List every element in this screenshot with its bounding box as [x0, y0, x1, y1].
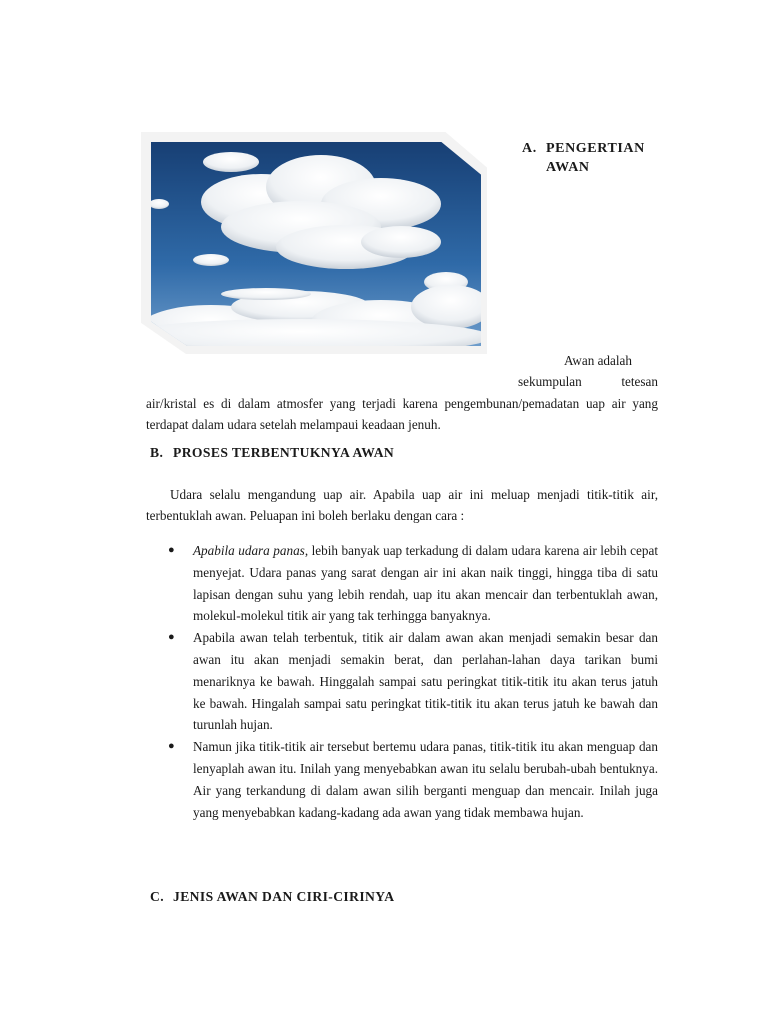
definition-line2 [146, 371, 658, 392]
section-c-title: JENIS AWAN DAN CIRI-CIRINYA [173, 889, 395, 904]
bullet-3-text: Namun jika titik-titik air tersebut bertemu udara panas, titik-titik itu akan menguap dan lenyaplah awan itu. Inilah yang menyebabkan awan itu selalu berubah-ubah bentuknya. Air yang terkandung di dalam awan silih berganti menguap dan mencair. Inilah juga yang menyebabkan kadang-kadang ada awan yang tidak membawa hujan. [193, 739, 658, 820]
definition-paragraph [146, 350, 658, 436]
section-a-title-line2: AWAN [546, 160, 590, 175]
cloud-illustration [151, 142, 481, 346]
bullet-1-italic: Apabila udara panas [193, 543, 305, 558]
cloud-photo [151, 142, 481, 346]
bullet-icon: ● [168, 740, 175, 753]
process-bullet-list [166, 540, 658, 823]
section-b-intro: Udara selalu mengandung uap air. Apabila uap air ini meluap menjadi titik-titik air, terbentuklah awan. Peluapan ini boleh berlaku dengan cara : [146, 487, 658, 524]
section-b-heading [150, 445, 394, 461]
section-a-number: A. [522, 141, 537, 156]
definition-word-sekumpulan: sekumpulan [518, 374, 582, 390]
definition-word-tetesan: tetesan [621, 374, 658, 390]
bullet-icon: ● [168, 544, 175, 556]
bullet-item-1 [166, 540, 658, 627]
section-b-title: PROSES TERBENTUKNYA AWAN [173, 445, 395, 460]
bullet-1-text: , lebih banyak uap terkadung di dalam udara karena air lebih cepat menyejat. Udara panas yang sarat dengan air ini akan naik tinggi, hingga tiba di satu lapisan dengan suhu yang lebih rendah, uap itu akan mencair dan terbentuklah awan, molekul-molekul titik air yang tak terhingga banyaknya. [193, 543, 658, 624]
section-b-number: B. [150, 445, 164, 460]
section-c-heading [150, 889, 394, 905]
definition-line1: Awan adalah [564, 353, 632, 368]
bullet-2-text: Apabila awan telah terbentuk, titik air dalam awan akan menjadi semakin besar dan awan itu akan menjadi semakin berat, dan perlahan-lahan daya tarikan bumi menariknya ke bawah. Hinggalah sampai satu peringkat titik-titik itu akan terus jatuh ke bawah. Hingalah sampai satu peringkat titik-titik itu akan terus jatuh ke bawah dan turunlah hujan. [193, 630, 658, 733]
section-a-title-line1: PENGERTIAN [546, 141, 645, 156]
bullet-icon: ● [168, 631, 175, 644]
definition-rest: air/kristal es di dalam atmosfer yang terjadi karena pengembunan/pemadatan uap air yang terdapat dalam udara setelah melampaui keadaan jenuh. [146, 395, 658, 433]
section-c-number: C. [150, 889, 165, 904]
bullet-item-2 [166, 627, 658, 736]
bullet-item-3 [166, 736, 658, 823]
section-a-heading [522, 139, 682, 177]
